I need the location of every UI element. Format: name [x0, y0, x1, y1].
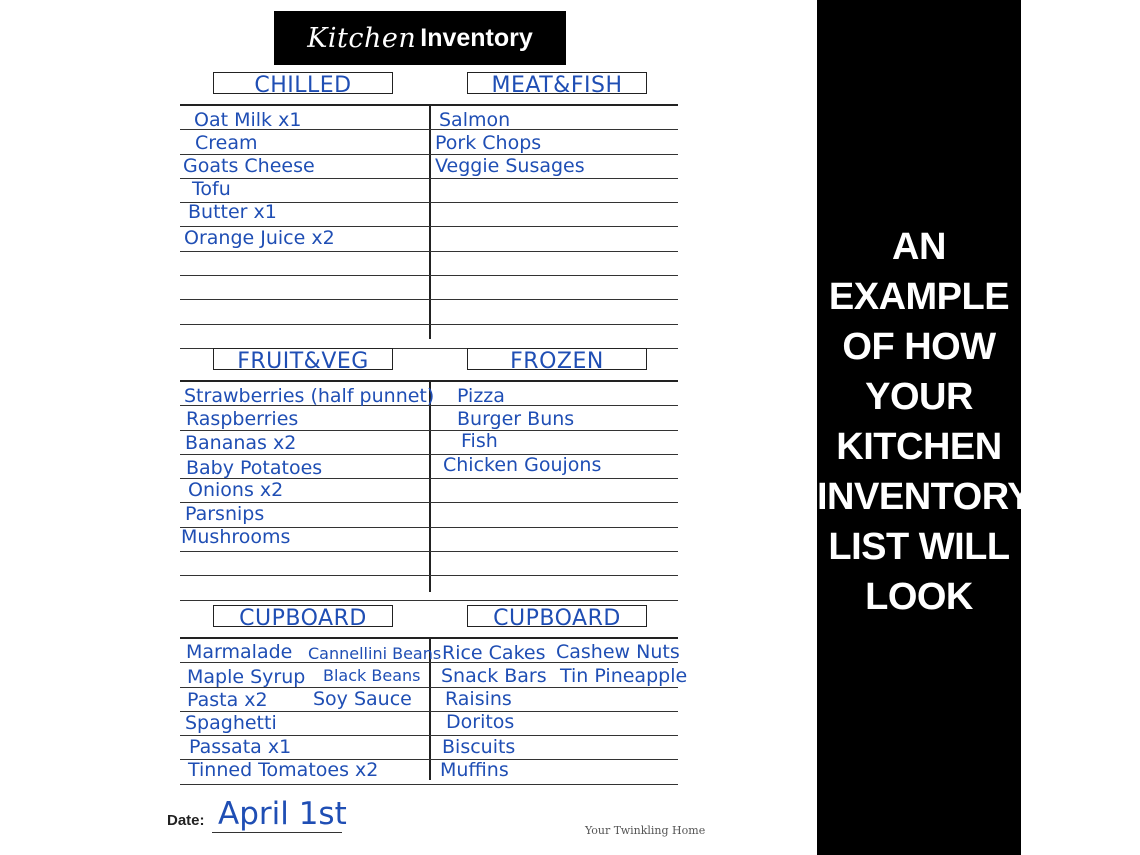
- list-item: Biscuits: [442, 736, 516, 758]
- list-item: Goats Cheese: [183, 155, 315, 177]
- list-item: Strawberries (half punnet): [184, 385, 435, 407]
- section-chilled-meat: [180, 72, 678, 339]
- list-item: Cashew Nuts: [556, 641, 680, 663]
- list-item: Cream: [195, 132, 258, 154]
- list-item: Mushrooms: [181, 526, 291, 548]
- side-line: OF HOW: [842, 326, 996, 368]
- list-item: Chicken Goujons: [443, 454, 602, 476]
- table-row: [180, 576, 678, 600]
- label-fruit-veg: FRUIT&VEG: [213, 348, 393, 370]
- list-item: Passata x1: [189, 736, 292, 758]
- label-cupboard-left: CUPBOARD: [213, 605, 393, 627]
- section-fruit-frozen: [180, 348, 678, 592]
- label-cupboard-right: CUPBOARD: [467, 605, 647, 627]
- list-item: Muffins: [440, 759, 509, 781]
- table-row: [180, 276, 678, 300]
- label-meat-fish: MEAT&FISH: [467, 72, 647, 94]
- side-line: YOUR: [865, 376, 973, 418]
- side-line: KITCHEN: [836, 426, 1002, 468]
- table-row: [180, 179, 678, 203]
- label-chilled: CHILLED: [213, 72, 393, 94]
- date-label: Date:: [167, 812, 205, 829]
- table-row: [180, 300, 678, 324]
- list-item: Tin Pineapple: [560, 665, 688, 687]
- side-line: LIST WILL: [828, 526, 1010, 568]
- list-item: Spaghetti: [185, 712, 277, 734]
- page-title: [274, 11, 566, 65]
- list-item: Rice Cakes: [442, 642, 546, 664]
- date-underline: [212, 832, 342, 833]
- label-frozen: FROZEN: [467, 348, 647, 370]
- list-item: Onions x2: [188, 479, 284, 501]
- side-panel-text: [817, 222, 1033, 622]
- list-item: Fish: [461, 430, 498, 452]
- list-item: Veggie Susages: [435, 155, 585, 177]
- list-item: Pasta x2: [187, 689, 268, 711]
- list-item: Pork Chops: [435, 132, 542, 154]
- list-item: Baby Potatoes: [186, 457, 323, 479]
- side-line: INVENTORY: [817, 476, 1033, 518]
- section-cupboard: [180, 605, 688, 781]
- table-row: [180, 325, 678, 349]
- table-row: [180, 252, 678, 276]
- list-item: Salmon: [439, 109, 511, 131]
- list-item: Raisins: [445, 688, 512, 710]
- list-item: Oat Milk x1: [194, 109, 302, 131]
- title-bold: Inventory: [420, 23, 533, 52]
- list-item: Parsnips: [185, 503, 265, 525]
- list-item: Bananas x2: [185, 432, 297, 454]
- list-item: Maple Syrup: [187, 666, 306, 688]
- list-item: Snack Bars: [441, 665, 547, 687]
- side-line: EXAMPLE: [828, 276, 1010, 318]
- list-item: Butter x1: [188, 201, 277, 223]
- list-item: Soy Sauce: [313, 688, 412, 710]
- list-item: Raspberries: [186, 408, 299, 430]
- list-item: Tofu: [192, 178, 231, 200]
- list-item: Pizza: [457, 385, 505, 407]
- date-value: April 1st: [218, 796, 347, 832]
- side-line: LOOK: [865, 576, 973, 618]
- list-item: Black Beans: [323, 666, 421, 685]
- side-line: AN: [892, 226, 946, 268]
- side-panel: [817, 0, 1033, 855]
- list-item: Burger Buns: [457, 408, 575, 430]
- table-row: [180, 552, 678, 576]
- title-script: Kitchen: [307, 22, 417, 54]
- list-item: Doritos: [446, 711, 515, 733]
- list-item: Marmalade: [186, 641, 293, 663]
- list-item: Orange Juice x2: [184, 227, 335, 249]
- list-item: Tinned Tomatoes x2: [188, 759, 379, 781]
- list-item: Cannellini Beans: [308, 644, 442, 663]
- brand-credit: Your Twinkling Home: [585, 824, 706, 837]
